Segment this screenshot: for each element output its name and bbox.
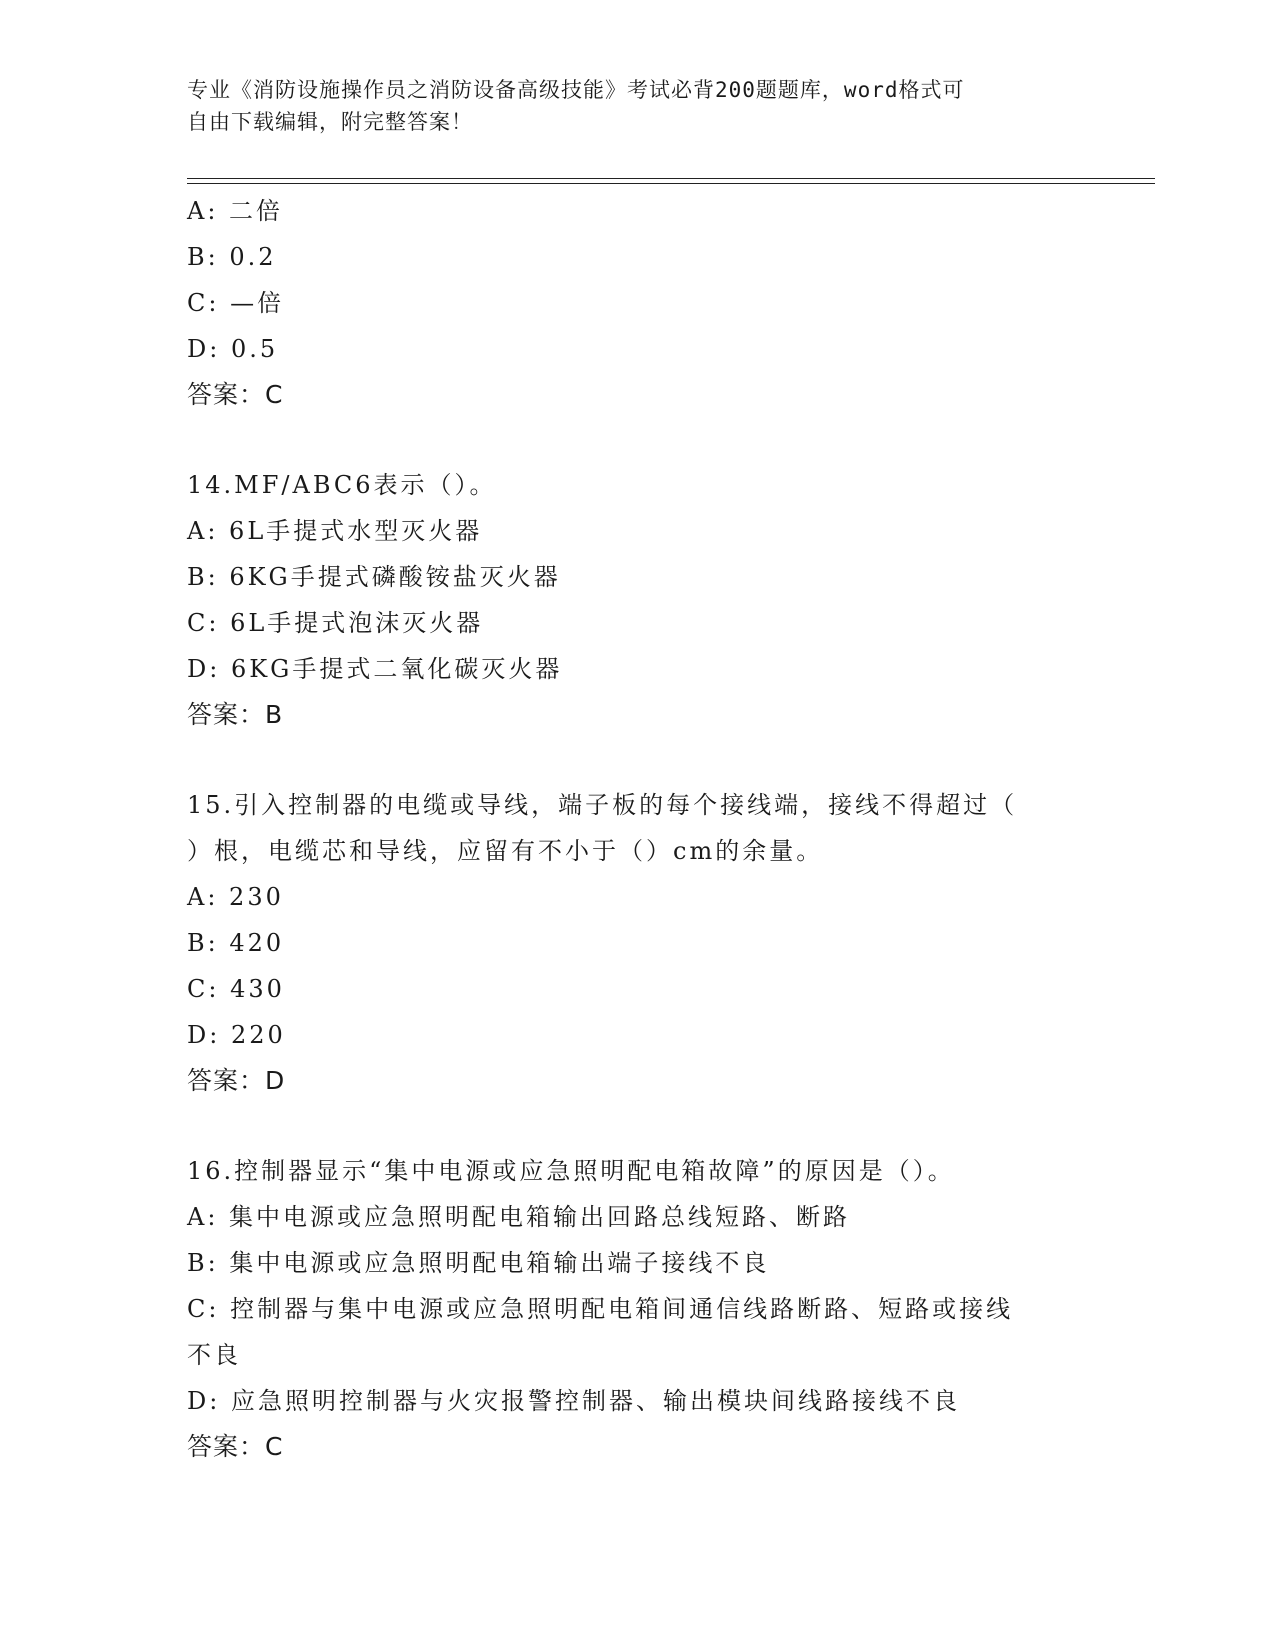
option-c: C: 6L手提式泡沫灭火器 xyxy=(187,609,484,637)
spacer xyxy=(187,418,1087,462)
header-divider-top xyxy=(187,178,1155,179)
question-list xyxy=(187,188,1087,1470)
option-c: C: 430 xyxy=(187,975,285,1003)
question-13 xyxy=(187,188,1087,418)
option-b: B: 0.2 xyxy=(187,243,277,271)
question-14 xyxy=(187,462,1087,738)
option-c: C: 控制器与集中电源或应急照明配电箱间通信线路断路、短路或接线 xyxy=(187,1295,1014,1323)
option-a: A: 二倍 xyxy=(187,197,284,225)
header-line-2: 自由下载编辑，附完整答案！ xyxy=(187,110,473,134)
question-16 xyxy=(187,1148,1087,1470)
option-a: A: 集中电源或应急照明配电箱输出回路总线短路、断路 xyxy=(187,1203,851,1231)
question-text-line-1: 15.引入控制器的电缆或导线，端子板的每个接线端，接线不得超过（ xyxy=(187,791,1018,819)
option-d: D: 220 xyxy=(187,1021,286,1049)
option-d: D: 6KG手提式二氧化碳灭火器 xyxy=(187,655,563,683)
option-b: B: 集中电源或应急照明配电箱输出端子接线不良 xyxy=(187,1249,770,1277)
spacer xyxy=(187,738,1087,782)
option-a: A: 230 xyxy=(187,883,284,911)
document-header xyxy=(187,74,1067,138)
answer-line: 答案：C xyxy=(187,1432,284,1461)
option-b: B: 6KG手提式磷酸铵盐灭火器 xyxy=(187,563,561,591)
option-d: D: 0.5 xyxy=(187,335,279,363)
option-b: B: 420 xyxy=(187,929,285,957)
question-text: 16.控制器显示“集中电源或应急照明配电箱故障”的原因是（）。 xyxy=(187,1157,955,1185)
question-15 xyxy=(187,782,1087,1104)
answer-line: 答案：B xyxy=(187,700,284,729)
answer-line: 答案：C xyxy=(187,380,284,409)
spacer xyxy=(187,1104,1087,1148)
header-line-1: 专业《消防设施操作员之消防设备高级技能》考试必背200题题库，word格式可 xyxy=(187,78,965,102)
option-d: D: 应急照明控制器与火灾报警控制器、输出模块间线路接线不良 xyxy=(187,1387,960,1415)
answer-line: 答案：D xyxy=(187,1066,286,1095)
option-c-continued: 不良 xyxy=(187,1341,241,1369)
question-text-line-2: ）根，电缆芯和导线，应留有不小于（）cm的余量。 xyxy=(187,837,824,865)
header-divider-bottom xyxy=(187,183,1155,184)
option-a: A: 6L手提式水型灭火器 xyxy=(187,517,483,545)
option-c: C: —倍 xyxy=(187,289,285,317)
question-text: 14.MF/ABC6表示（）。 xyxy=(187,471,497,499)
